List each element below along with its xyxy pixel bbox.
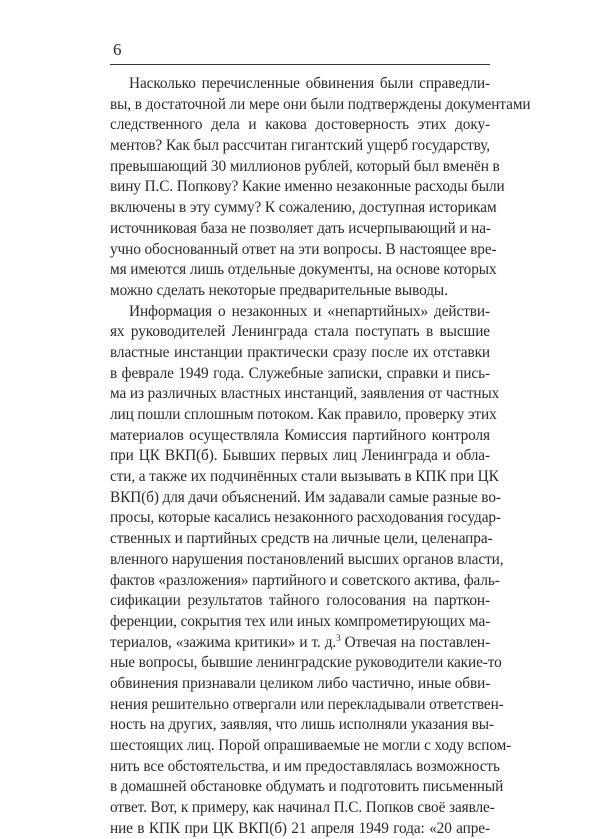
text-line: лиц пошли сплошным потоком. Как правило, проверку этих	[110, 406, 497, 423]
text-line: вленного нарушения постановлений высших органов власти,	[110, 550, 504, 568]
text-line: ференции, сокрытия тех или иных компрометирующих ма-	[110, 612, 491, 630]
text-line: просы, которые касались незаконного расходования государ-	[110, 509, 501, 527]
text-line-tail: Отвечая на поставлен-	[340, 633, 490, 651]
text-line: ные вопросы, бывшие ленинградские руководители какие-то	[110, 654, 502, 672]
text-line: вы, в достаточной ли мере они были подтверждены документами	[110, 95, 531, 113]
footnote-ref[interactable]: 3	[336, 632, 341, 643]
text-line: при ЦК ВКП(б). Бывших первых лиц Ленинграда и обла-	[110, 447, 490, 465]
text-line: ВКП(б) для дачи объяснений. Им задавали самые разные во-	[110, 488, 501, 506]
text-line: нения решительно отвергали или перекладывали ответствен-	[110, 695, 504, 713]
text-line: мя имеются лишь отдельные документы, на основе которых	[110, 261, 497, 279]
text-line: ментов? Как был рассчитан гигантский ущерб государству,	[110, 137, 490, 155]
text-line: можно сделать некоторые предварительные выводы.	[110, 281, 448, 299]
text-line: ние в КПК при ЦК ВКП(б) 21 апреля 1949 года: «20 апре-	[110, 819, 490, 837]
text-line: Информация о незаконных и «непартийных» действи-	[129, 302, 490, 320]
text-line: ответ. Вот, к примеру, как начинал П.С. Попков своё заявле-	[110, 799, 495, 817]
text-line: сти, а также их подчинённых стали вызывать в КПК при ЦК	[110, 468, 499, 486]
text-line: материалов осуществляла Комиссия партийного контроля	[110, 426, 490, 444]
text-line: в домашней обстановке обдумать и подготовить письменный	[110, 778, 504, 796]
text-line: шестоящих лиц. Порой опрашиваемые не могли с ходу вспом-	[110, 737, 512, 754]
text-line: превышающий 30 миллионов рублей, который был вменён в	[110, 157, 500, 175]
page-number: 6	[113, 40, 122, 59]
header-rule	[110, 64, 490, 65]
text-line: следственного дела и какова достоверность этих доку-	[110, 116, 490, 134]
text-line-with-footnote	[110, 633, 490, 654]
text-line: властные инстанции практически сразу после их отставки	[110, 343, 490, 361]
text-line: обвинения признавали целиком либо частично, иные обви-	[110, 674, 491, 692]
text-line-start: териалов, «зажима критики» и т. д.	[110, 633, 337, 651]
text-line: ность на других, заявляя, что лишь исполняли указания вы-	[110, 716, 494, 734]
body-text	[110, 74, 531, 839]
text-line: нить все обстоятельства, и им предоставлялась возможность	[110, 757, 500, 775]
text-line: ственных и партийных средств на личные цели, целенапра-	[110, 530, 493, 548]
text-line: ях руководителей Ленинграда стала поступать в высшие	[110, 323, 490, 341]
text-line: включены в эту сумму? К сожалению, доступная историкам	[110, 199, 497, 217]
text-line: учно обоснованный ответ на эти вопросы. В настоящее вре-	[110, 240, 497, 258]
text-line: вину П.С. Попкову? Какие именно незаконные расходы были	[110, 178, 505, 196]
text-line: фактов «разложения» партийного и советского актива, фаль-	[110, 571, 500, 589]
text-line: источниковая база не позволяет дать исчерпывающий и на-	[110, 219, 491, 237]
text-line: ма из различных властных инстанций, заявления от частных	[110, 385, 500, 403]
text-line: Насколько перечисленные обвинения были справедли-	[129, 75, 490, 92]
text-line: в феврале 1949 года. Служебные записки, справки и пись-	[110, 364, 490, 382]
text-line: сификации результатов тайного голосования на парткон-	[110, 592, 490, 610]
